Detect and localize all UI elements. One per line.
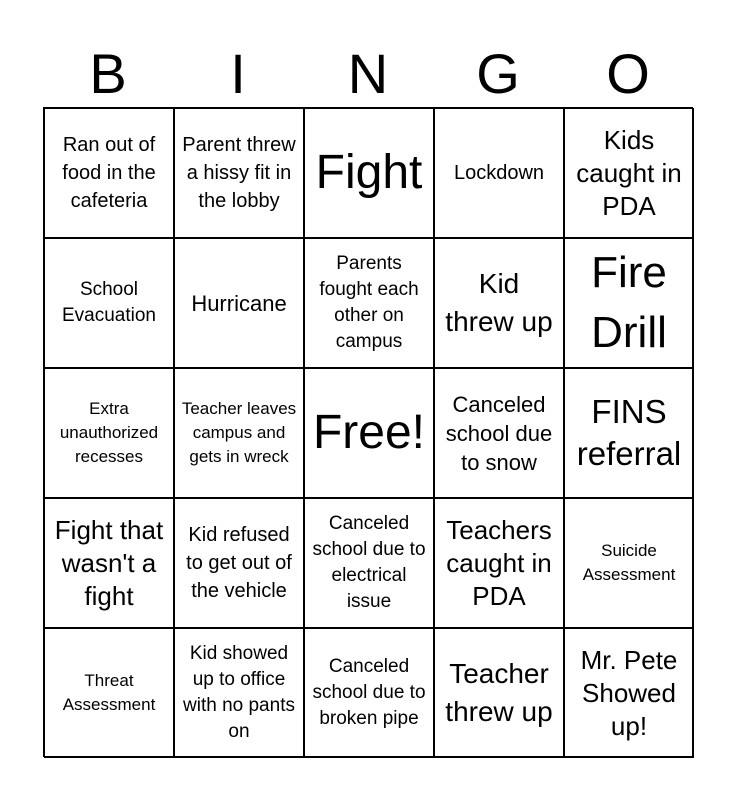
bingo-cell[interactable] [44, 108, 174, 238]
header-letter-o: O [606, 42, 650, 105]
bingo-cell[interactable] [304, 498, 434, 628]
bingo-cell-text: Kid threw up [445, 268, 553, 337]
bingo-cell-text: School Evacuation [61, 279, 156, 326]
bingo-cell-text: Hurricane [191, 290, 287, 316]
bingo-cell[interactable] [44, 628, 174, 758]
bingo-cell-text: Parent threw a hissy fit in the lobby [182, 134, 296, 212]
bingo-cell[interactable] [564, 238, 694, 368]
bingo-cell[interactable] [564, 368, 694, 498]
bingo-cell-text: Mr. Pete Showed up! [580, 644, 678, 741]
bingo-cell[interactable] [434, 368, 564, 498]
bingo-cell[interactable] [174, 238, 304, 368]
bingo-cell[interactable] [434, 238, 564, 368]
bingo-cell-text: Kids caught in PDA [576, 124, 682, 221]
bingo-cell[interactable] [174, 108, 304, 238]
bingo-cell[interactable] [304, 628, 434, 758]
bingo-cell-text: Teacher threw up [445, 658, 553, 727]
bingo-cell[interactable] [434, 498, 564, 628]
bingo-cell[interactable] [174, 498, 304, 628]
bingo-cell[interactable] [174, 628, 304, 758]
bingo-cell[interactable] [564, 498, 694, 628]
bingo-board [43, 107, 693, 757]
bingo-cell-text: Fight that wasn't a fight [54, 514, 164, 611]
bingo-cell[interactable] [44, 498, 174, 628]
free-space-text: Free! [312, 406, 426, 459]
bingo-cell-text: Canceled school due to broken pipe [312, 656, 426, 729]
header-letter-b: B [89, 42, 127, 105]
bingo-cell-text: FINS referral [576, 393, 682, 472]
bingo-cell-text: Threat Assessment [62, 671, 156, 714]
bingo-cell-text: Teachers caught in PDA [446, 514, 552, 611]
bingo-cell[interactable] [434, 108, 564, 238]
bingo-cell-text: Fire Drill [591, 248, 667, 357]
bingo-cell[interactable] [304, 238, 434, 368]
bingo-cell-text: Kid refused to get out of the vehicle [186, 524, 292, 602]
bingo-cell[interactable] [304, 108, 434, 238]
free-space-cell[interactable] [304, 368, 434, 498]
bingo-header [43, 42, 693, 106]
header-letter-n: N [347, 42, 389, 105]
bingo-cell-text: Suicide Assessment [582, 541, 676, 584]
bingo-cell[interactable] [564, 108, 694, 238]
bingo-cell-text: Parents fought each other on campus [319, 253, 419, 352]
bingo-cell-text: Kid showed up to office with no pants on [183, 643, 295, 742]
bingo-cell-text: Teacher leaves campus and gets in wreck [181, 399, 297, 466]
bingo-cell-text: Fight [315, 146, 423, 199]
bingo-cell[interactable] [44, 238, 174, 368]
bingo-cell[interactable] [174, 368, 304, 498]
bingo-cell[interactable] [434, 628, 564, 758]
header-letter-i: I [230, 42, 246, 105]
bingo-cell-text: Extra unauthorized recesses [59, 399, 159, 466]
bingo-cell-text: Ran out of food in the cafeteria [62, 134, 156, 212]
bingo-cell-text: Canceled school due to snow [445, 391, 553, 475]
bingo-cell[interactable] [44, 368, 174, 498]
bingo-cell-text: Lockdown [453, 162, 545, 184]
bingo-cell[interactable] [564, 628, 694, 758]
bingo-cell-text: Canceled school due to electrical issue [312, 513, 426, 612]
header-letter-g: G [476, 42, 520, 105]
